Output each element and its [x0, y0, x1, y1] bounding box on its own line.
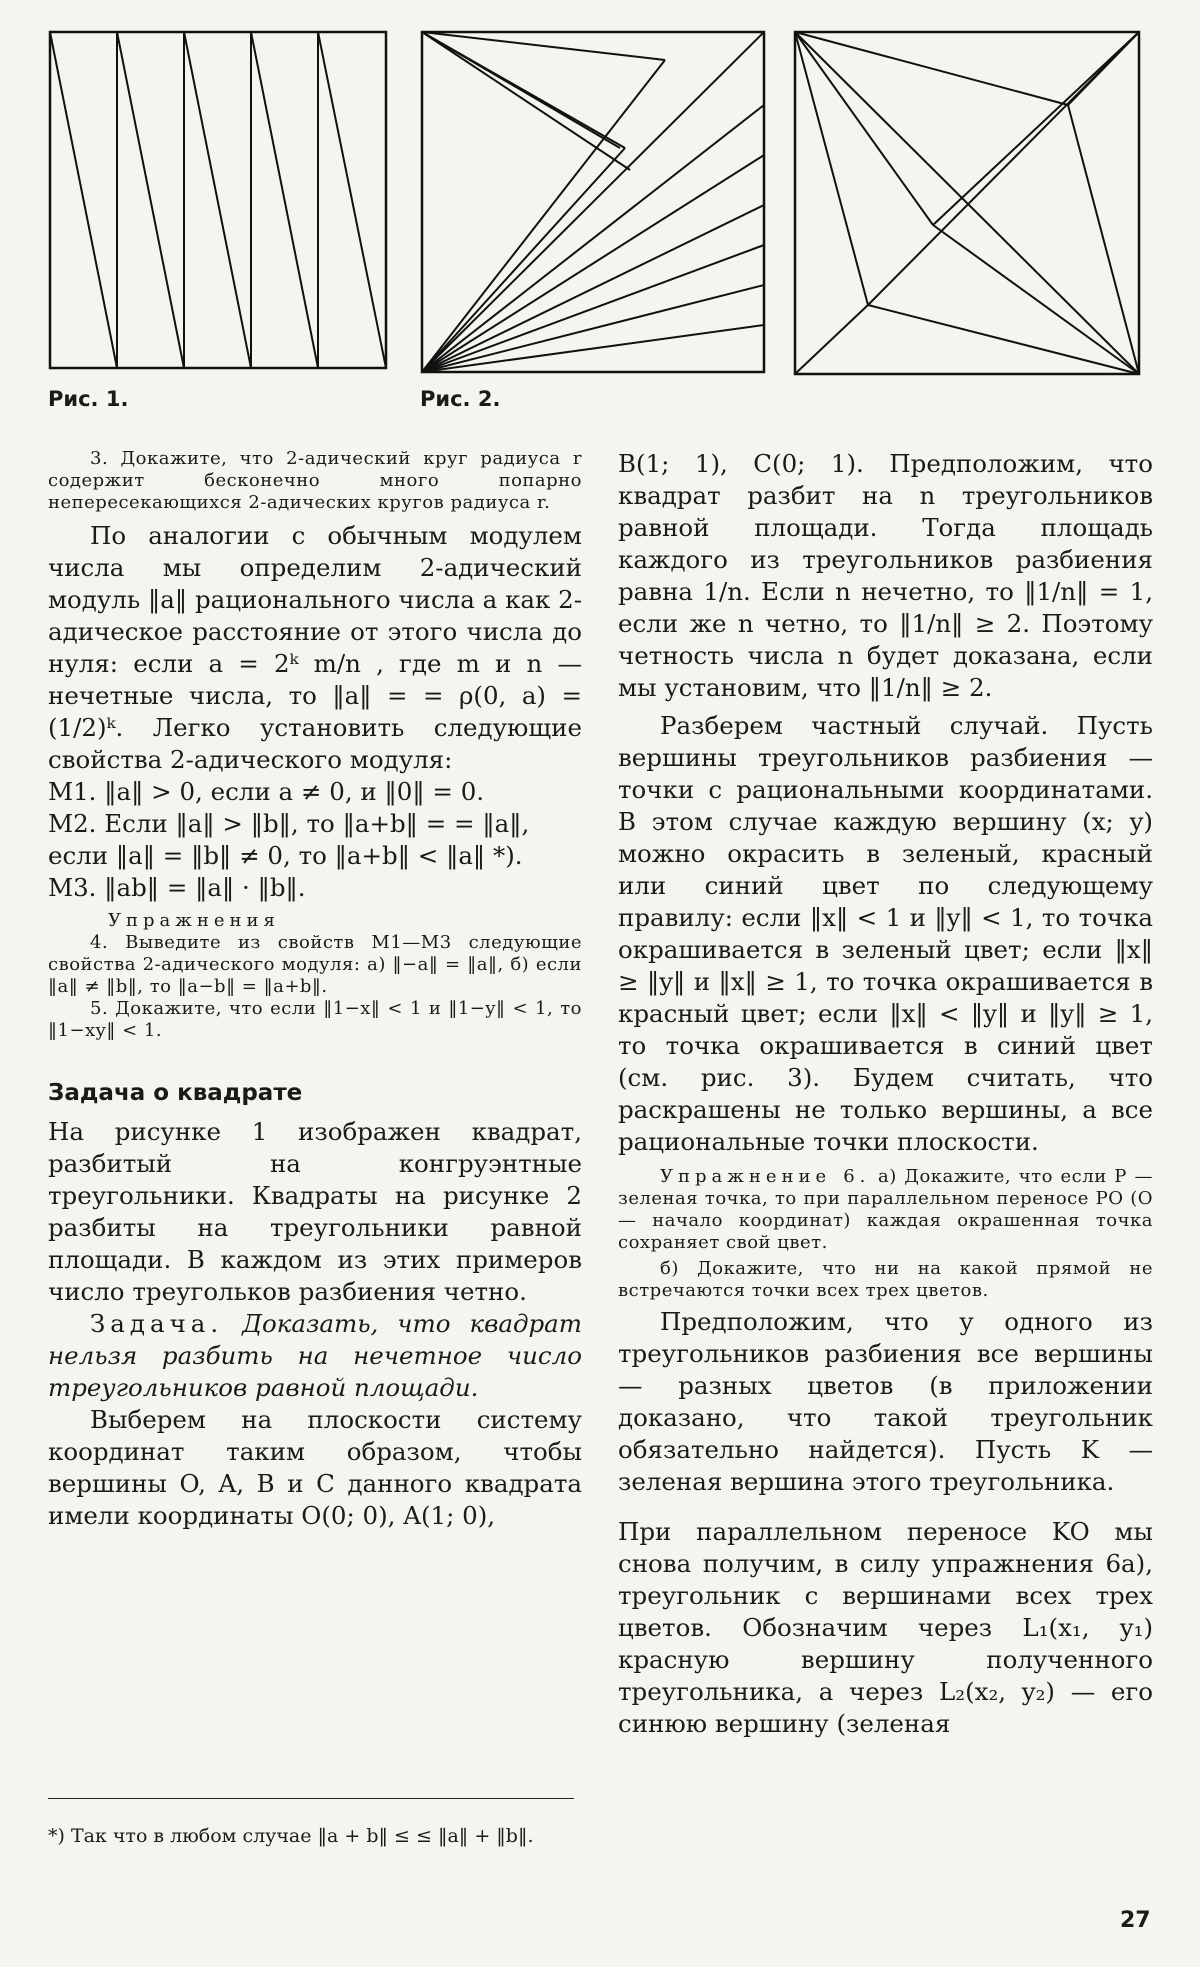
figure-2-caption: Рис. 2. — [420, 387, 501, 411]
section-title: Задача о квадрате — [48, 1080, 303, 1106]
exercise-6a — [618, 1166, 1153, 1254]
exercise-3: 3. Докажите, что 2-адический круг радиуса r содержит бесконечно много попарно непересекающихся 2-адических кругов радиуса r. — [48, 448, 582, 513]
paragraph-right-3: Предположим, что у одного из треугольников разбиения все вершины — разных цветов (в приложении доказано, что такой треугольник обязательно найдется). Пусть K — зеленая вершина этого треугольника. — [618, 1307, 1153, 1496]
exercise-5: 5. Докажите, что если ‖1−x‖ < 1 и ‖1−y‖ < 1, то ‖1−xy‖ < 1. — [48, 998, 582, 1041]
figure-2a — [420, 30, 766, 374]
footnote: *) Так что в любом случае ‖a + b‖ ≤ ≤ ‖a‖ + ‖b‖. — [48, 1825, 534, 1847]
exercises-heading: Упражнения — [108, 910, 280, 931]
figure-1-drawing — [48, 30, 388, 370]
footnote-rule — [48, 1798, 574, 1799]
paragraph-figures: На рисунке 1 изображен квадрат, разбитый на конгруэнтные треугольники. Квадраты на рисунке 2 разбиты на треугольники равной площади. В каждом из этих примеров число треугольков разбиения четно. — [48, 1117, 582, 1306]
task-text: Доказать, что квадрат нельзя разбить на нечетное число треугольников равной площади. — [48, 1309, 582, 1402]
paragraph-modulus: По аналогии с обычным модулем числа мы определим 2-адический модуль ‖a‖ рационального числа a как 2-адическое расстояние от этого числа до нуля: если a = 2ᵏ m/n , где m и n — нечетные числа, то ‖a‖ = = ρ(0, a) = (1/2)ᵏ. Легко установить следующие свойства 2-адического модуля: — [48, 521, 582, 774]
figure-2b-drawing — [793, 30, 1141, 376]
task-label: Задача. — [90, 1309, 224, 1338]
exercise-4: 4. Выведите из свойств M1—M3 следующие свойства 2-адического модуля: а) ‖−a‖ = ‖a‖, б) если ‖a‖ ≠ ‖b‖, то ‖a−b‖ = ‖a+b‖. — [48, 932, 582, 997]
paragraph-right-2: Разберем частный случай. Пусть вершины треугольников разбиения — точки с рациональными координатами. В этом случае каждую вершину (x; y) можно окрасить в зеленый, красный или синий цвет по следующему правилу: если ‖x‖ < 1 и ‖y‖ < 1, то точка окрашивается в зеленый цвет; если ‖x‖ ≥ ‖y‖ и ‖x‖ ≥ 1, то точка окрашивается в красный цвет; если ‖x‖ < ‖y‖ и ‖y‖ ≥ 1, то точка окрашивается в синий цвет (см. рис. 3). Будем считать, что раскрашены не только вершины, а все рациональные точки плоскости. — [618, 711, 1153, 1156]
exercise-6-label: Упражнение 6. — [660, 1166, 871, 1187]
figure-1-caption: Рис. 1. — [48, 387, 129, 411]
paragraph-right-4: При параллельном переносе KO мы снова получим, в силу упражнения 6а), треугольник с вершинами всех трех цветов. Обозначим через L₁(x₁, y₁) красную вершину полученного треугольника, а через L₂(x₂, y₂) — его синюю вершину (зеленая — [618, 1517, 1153, 1738]
exercise-6b: б) Докажите, что ни на какой прямой не встречаются точки всех трех цветов. — [618, 1258, 1153, 1301]
figure-1 — [48, 30, 388, 370]
property-m3: M3. ‖ab‖ = ‖a‖ · ‖b‖. — [48, 873, 306, 902]
property-m2: M2. Если ‖a‖ > ‖b‖, то ‖a+b‖ = = ‖a‖, если ‖a‖ = ‖b‖ ≠ 0, то ‖a+b‖ < ‖a‖ *). — [48, 809, 530, 870]
task-paragraph — [48, 1308, 582, 1404]
right-column — [618, 448, 1153, 1740]
left-column — [48, 448, 582, 1532]
paragraph-coordinates: Выберем на плоскости систему координат таким образом, чтобы вершины O, A, B и C данного квадрата имели координаты O(0; 0), A(1; 0), — [48, 1405, 582, 1530]
figure-2a-drawing — [420, 30, 766, 374]
exercise-6a-text: а) Докажите, что если P — зеленая точка, то при параллельном переносе PO (O — начало координат) каждая окрашенная точка сохраняет свой цвет. — [618, 1166, 1153, 1253]
figure-2b — [793, 30, 1141, 376]
property-m1: M1. ‖a‖ > 0, если a ≠ 0, и ‖0‖ = 0. — [48, 777, 485, 806]
page-number: 27 — [1120, 1908, 1151, 1933]
paragraph-right-1: B(1; 1), C(0; 1). Предположим, что квадрат разбит на n треугольников равной площади. Тогда площадь каждого из треугольников разбиения равна 1/n. Если n нечетно, то ‖1/n‖ = 1, если же n четно, то ‖1/n‖ ≥ 2. Поэтому четность числа n будет доказана, если мы установим, что ‖1/n‖ ≥ 2. — [618, 449, 1153, 702]
